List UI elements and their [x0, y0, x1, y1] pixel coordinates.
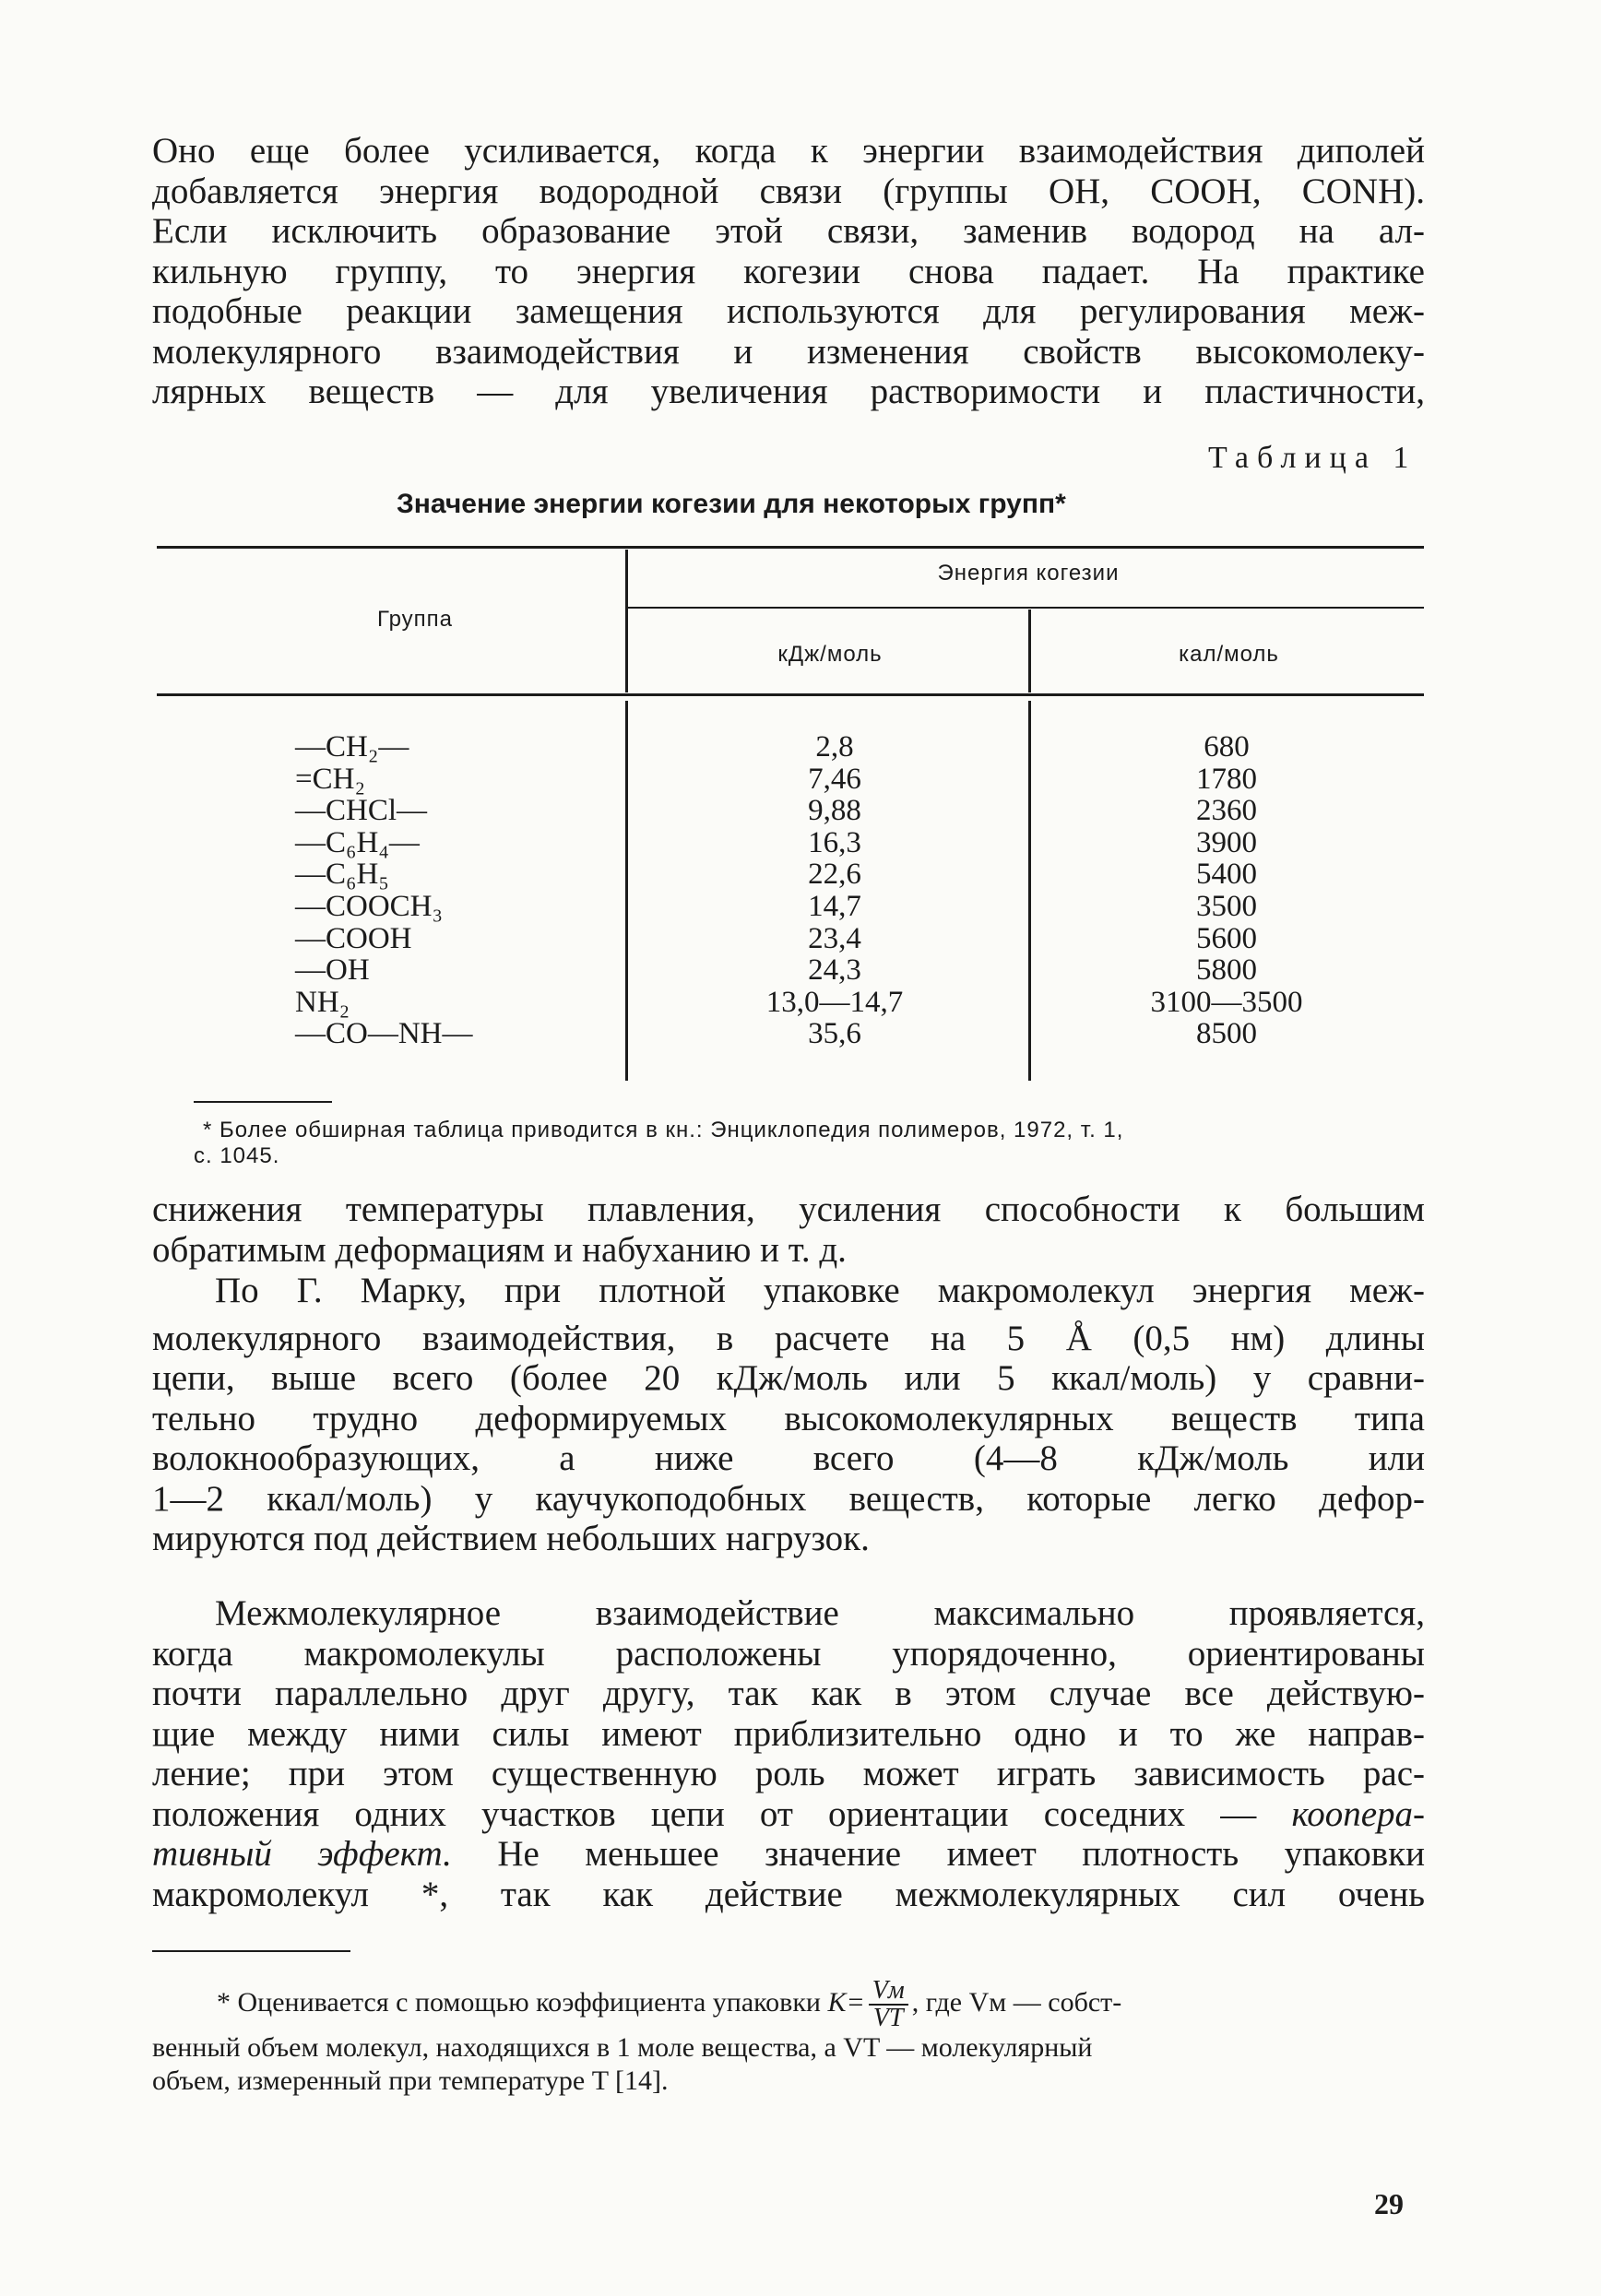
table-cell: 5600	[1196, 921, 1257, 955]
fraction-numerator: Vм	[869, 1978, 908, 2006]
text-line: молекулярного взаимодействия, в расчете на 5 Å (0,5 нм) длины	[152, 1318, 1425, 1358]
paragraph-1	[152, 1189, 1425, 1270]
table-cell: 35,6	[808, 1017, 861, 1051]
table-label: Таблица 1	[1208, 441, 1417, 475]
text-line: волокнообразующих, а ниже всего (4—8 кДж/моль или	[152, 1438, 1425, 1478]
table-cell: 5800	[1196, 953, 1257, 988]
text-line: подобные реакции замещения используются для регулирования меж-	[152, 291, 1425, 331]
table-cell: NH₂	[295, 985, 350, 1019]
table-header-divider	[627, 607, 1424, 609]
footnote-rule	[152, 1950, 350, 1952]
column-group	[295, 731, 535, 1050]
text-line: снижения температуры плавления, усиления способности к большим	[152, 1189, 1425, 1229]
table-cell: 1780	[1196, 762, 1257, 796]
table-cell: 14,7	[808, 889, 861, 923]
text-run: * Оценивается с помощью коэффициента упаковки	[217, 1986, 821, 2018]
table-top-rule	[157, 546, 1424, 549]
table-cell: —COOH	[295, 921, 412, 955]
table-cell: 23,4	[808, 921, 861, 955]
text-line: цепи, выше всего (более 20 кДж/моль или 5 ккал/моль) у сравни-	[152, 1358, 1425, 1398]
table-note-rule	[194, 1101, 332, 1103]
table-cell: —CHCl—	[295, 794, 428, 828]
paragraph-2	[152, 1271, 1425, 1559]
text-line: щие между ними силы имеют приблизительно одно и то же направ-	[152, 1713, 1425, 1754]
text-line: обратимым деформациям и набуханию и т. д.	[152, 1229, 847, 1270]
paragraph-3	[152, 1593, 1425, 1914]
column-kj	[682, 731, 987, 1050]
text-line: мируются под действием небольших нагрузок.	[152, 1519, 870, 1558]
text-line: почти параллельно друг другу, так как в этом случае все действую-	[152, 1674, 1425, 1713]
footnote	[152, 1978, 1425, 2098]
table-cell: 5400	[1196, 858, 1257, 892]
header-energy: Энергия когезии	[937, 561, 1120, 586]
paragraph-top	[152, 131, 1425, 412]
table-cell: 9,88	[808, 794, 861, 828]
table-cell: 13,0—14,7	[765, 985, 904, 1019]
text-line: Если исключить образование этой связи, заменив водород на ал-	[152, 211, 1425, 251]
table-col-divider-1	[625, 550, 628, 692]
text-line: тельно трудно деформируемых высокомолекулярных веществ типа	[152, 1398, 1425, 1438]
table-cell: 2360	[1196, 794, 1257, 828]
table-header-rule	[157, 693, 1424, 696]
table-cell: —CO—NH—	[295, 1017, 473, 1051]
formula-symbol: K=	[827, 1986, 865, 2018]
column-kcal	[1074, 731, 1379, 1050]
fraction-denominator: VT	[872, 2004, 904, 2032]
table-cell: 22,6	[808, 858, 861, 892]
table-note-line: с. 1045.	[194, 1143, 280, 1168]
table-cell: =CH₂	[295, 762, 365, 796]
text-line: Межмолекулярное взаимодействие максимально проявляется,	[215, 1593, 1425, 1633]
footnote-line: объем, измеренный при температуре T [14].	[152, 2065, 669, 2096]
header-kj: кДж/моль	[777, 642, 883, 667]
page-number: 29	[1374, 2187, 1404, 2220]
italic-term: коопера-	[1291, 1793, 1426, 1834]
text-line: макромолекул *, так как действие межмолекулярных сил очень	[152, 1874, 1425, 1914]
table-cell: —CH₂—	[295, 730, 409, 763]
text-line: добавляется энергия водородной связи (группы OH, COOH, CONH).	[152, 171, 1425, 211]
text-line: Оно еще более усиливается, когда к энергии взаимодействия диполей	[152, 131, 1425, 171]
text-line: молекулярного взаимодействия и изменения свойств высокомолеку-	[152, 331, 1425, 372]
text-line: ление; при этом существенную роль может играть зависимость рас-	[152, 1754, 1425, 1793]
table-cell: 8500	[1196, 1017, 1257, 1051]
text-line: когда макромолекулы расположены упорядоченно, ориентированы	[152, 1633, 1425, 1674]
header-kcal: кал/моль	[1179, 642, 1279, 667]
table-body-divider-1	[625, 701, 628, 1081]
footnote-line: венный объем молекул, находящихся в 1 моле вещества, а VT — молекулярный	[152, 2032, 1093, 2063]
text-line: лярных веществ — для увеличения растворимости и пластичности,	[152, 372, 1425, 411]
table-cell: 24,3	[808, 953, 861, 988]
text-line: кильную группу, то энергия когезии снова падает. На практике	[152, 251, 1425, 291]
packing-fraction	[869, 1978, 908, 2031]
table-cell: 3900	[1196, 825, 1257, 859]
table-col-divider-2	[1028, 610, 1031, 692]
table-cell: —OH	[295, 953, 370, 988]
table-cell: 2,8	[815, 730, 854, 763]
table-note	[194, 1118, 1429, 1169]
table-note-line: * Более обширная таблица приводится в кн.: Энциклопедия полимеров, 1972, т. 1,	[203, 1118, 1124, 1142]
table-cell: 3500	[1196, 889, 1257, 923]
table-cell: —C₆H₄—	[295, 825, 420, 859]
text-line: По Г. Марку, при плотной упаковке макромолекул энергия меж-	[215, 1271, 1425, 1310]
text-line	[152, 1834, 1425, 1875]
table-cell: —C₆H₅	[295, 858, 389, 892]
table-cell: 7,46	[808, 762, 861, 796]
text-line: 1—2 ккал/моль) у каучукоподобных веществ, которые легко дефор-	[152, 1478, 1425, 1519]
text-run: , где Vм — собст-	[911, 1986, 1122, 2018]
table-cell: 16,3	[808, 825, 861, 859]
header-group: Группа	[376, 607, 454, 632]
table-title: Значение энергии когезии для некоторых групп*	[397, 489, 1066, 519]
text-run: Не меньшее значение имеет плотность упаковки	[497, 1834, 1426, 1874]
table-body-divider-2	[1028, 701, 1031, 1081]
table-cell: 3100—3500	[1150, 985, 1303, 1019]
footnote-line	[152, 1978, 1425, 2031]
table-cell: 680	[1204, 730, 1250, 763]
text-run: положения одних участков цепи от ориентации соседних —	[152, 1793, 1257, 1834]
table-cell: —COOCH₃	[295, 889, 444, 923]
text-line	[152, 1794, 1425, 1835]
italic-term: тивный эффект.	[152, 1834, 452, 1874]
